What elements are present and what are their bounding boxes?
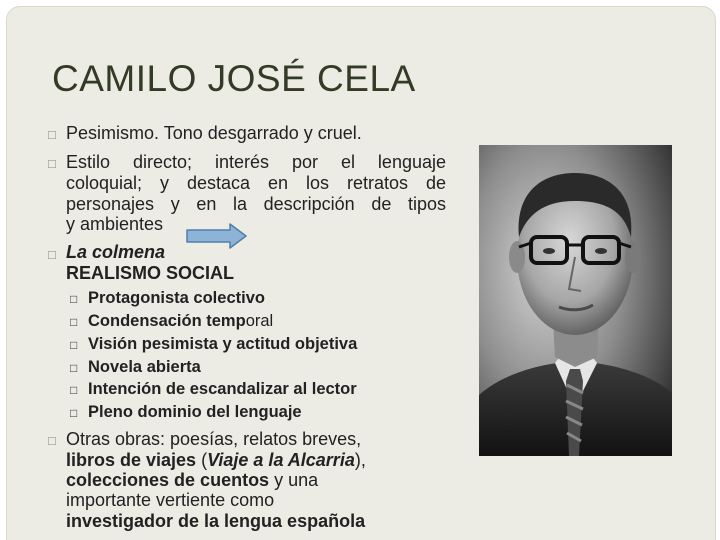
slide-title: CAMILO JOSÉ CELA xyxy=(52,58,416,99)
sub-point-pleno-dominio: Pleno dominio del lenguaje xyxy=(88,403,302,421)
portrait-photo xyxy=(479,145,672,456)
work-title-la-colmena: La colmena xyxy=(66,242,166,262)
sub-bullet-icon: □ xyxy=(70,292,78,306)
sub-bullet-icon: □ xyxy=(70,383,78,397)
point-otras-obras-line5: investigador de la lengua española xyxy=(66,511,366,531)
sub-point-condensacion-normal: oral xyxy=(245,312,274,330)
arrow-right-icon xyxy=(186,223,248,249)
sub-point-vision: Visión pesimista y actitud objetiva xyxy=(88,335,358,353)
sub-point-condensacion xyxy=(88,312,273,331)
sub-point-novela-abierta: Novela abierta xyxy=(88,358,201,376)
bullet-icon: □ xyxy=(48,433,56,448)
bullet-icon: □ xyxy=(48,247,56,262)
paren-close: ), xyxy=(354,450,366,470)
point-estilo-line2: coloquial; y destaca en los retratos de xyxy=(66,173,446,193)
point-otras-obras-line4: importante vertiente como xyxy=(66,490,275,510)
sub-point-condensacion-bold: Condensación temp xyxy=(88,312,246,330)
colecciones-de-cuentos-text: colecciones de cuentos xyxy=(66,470,270,490)
sub-point-intencion: Intención de escandalizar al lector xyxy=(88,380,357,398)
y-una-text: y una xyxy=(269,470,319,490)
bullet-icon: □ xyxy=(48,156,56,171)
bullet-icon: □ xyxy=(48,127,56,142)
point-otras-obras-line2 xyxy=(66,451,366,470)
libros-de-viajes-text: libros de viajes xyxy=(66,450,197,470)
realismo-social-label: REALISMO SOCIAL xyxy=(66,263,235,283)
sub-bullet-icon: □ xyxy=(70,338,78,352)
sub-bullet-icon: □ xyxy=(70,406,78,420)
sub-bullet-icon: □ xyxy=(70,361,78,375)
work-title-viaje-alcarria: Viaje a la Alcarria xyxy=(207,450,355,470)
point-pesimismo: Pesimismo. Tono desgarrado y cruel. xyxy=(66,123,362,143)
sub-point-protagonista: Protagonista colectivo xyxy=(88,289,265,307)
point-estilo-line3: personajes y en la descripción de tipos xyxy=(66,194,446,214)
point-otras-obras-line3 xyxy=(66,471,318,490)
paren-open: ( xyxy=(196,450,208,470)
point-estilo-line1: Estilo directo; interés por el lenguaje xyxy=(66,152,446,172)
point-estilo-line4: y ambientes xyxy=(66,214,164,234)
point-otras-obras-line1: Otras obras: poesías, relatos breves, xyxy=(66,429,362,449)
sub-bullet-icon: □ xyxy=(70,315,78,329)
